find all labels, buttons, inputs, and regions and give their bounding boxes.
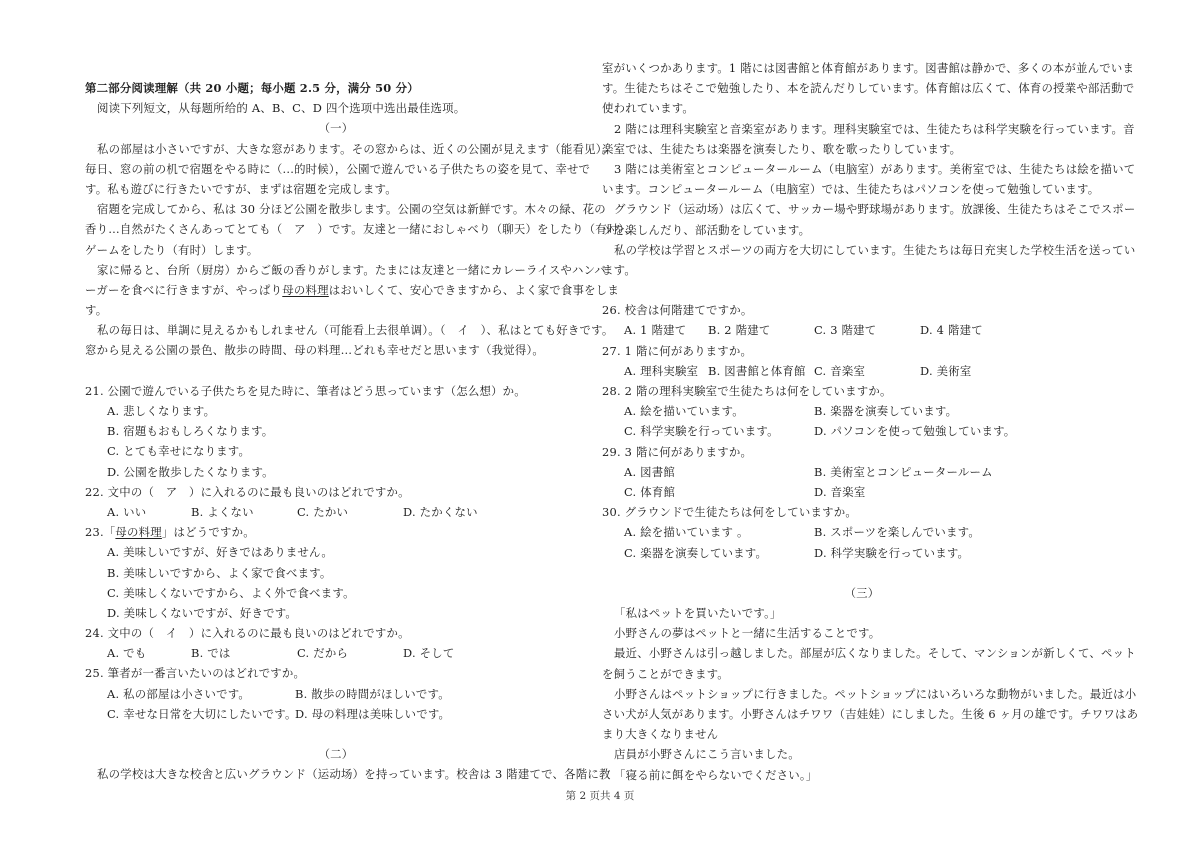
question-23 <box>85 522 587 623</box>
question-stem: 24. 文中の（ イ ）に入れるのに最も良いのはどれですか。 <box>85 626 410 641</box>
paragraph <box>602 58 1135 119</box>
options-row <box>602 482 1122 502</box>
options-row <box>602 462 1122 482</box>
option: B. 2 階建て <box>708 323 771 338</box>
option: B. 美術室とコンピュータールーム <box>814 464 993 479</box>
option: D. そして <box>403 646 455 661</box>
text-line: す。私も遊びに行きたいですが、まずは宿題を完成します。 <box>85 181 397 196</box>
question-stem: 25. 筆者が一番言いたいのはどれですか。 <box>85 666 306 681</box>
text-span: 」はどうですか。 <box>161 525 255 540</box>
option: D. 母の料理は美味しいです。 <box>295 706 451 721</box>
question-stem: 30. グラウンドで生徒たちは何をしていますか。 <box>602 505 858 520</box>
question-28 <box>602 381 1122 442</box>
option: D. 科学実験を行っています。 <box>814 545 970 560</box>
text-line: す。生徒たちはそこで勉強したり、本を読んだりしています。体育館は広くて、体育の授業や部活動で <box>602 81 1135 96</box>
options-row <box>602 320 1122 340</box>
question-stem: 21. 公園で遊んでいる子供たちを見た時に、筆者はどう思っています（怎么想）か。 <box>85 383 526 398</box>
option: C. 楽器を演奏しています。 <box>624 545 768 560</box>
question-24 <box>85 623 587 663</box>
option: D. 公園を散歩したくなります。 <box>107 464 274 479</box>
passage-title-2: （二） <box>318 747 354 762</box>
text-line: 室がいくつかあります。1 階には図書館と体育館があります。図書館は静かで、多くの本が並んでいま <box>602 61 1135 75</box>
option: B. 散歩の時間がほしいです。 <box>295 686 450 701</box>
paragraph <box>602 159 1136 199</box>
text-line: 私の学校は大きな校舎と広いグラウンド（运动场）を持っています。校舎は 3 階建てで、各階に教 <box>97 767 611 782</box>
options-row <box>602 522 1122 542</box>
option: C. 科学実験を行っています。 <box>624 424 779 439</box>
page-footer: 第 2 页共 4 页 <box>565 790 635 802</box>
text-span: ーガーを食べに行きますが、やっぱり <box>85 282 283 297</box>
text-line: 宿題を完成してから、私は 30 分ほど公園を散歩します。公園の空気は新鮮です。木々の緑、花の <box>97 202 606 217</box>
text-line: 窓から見える公園の景色、散歩の時間、母の料理…どれも幸せだと思います（我觉得）。 <box>85 343 545 358</box>
paragraph <box>602 684 1139 745</box>
option: B. 図書館と体育館 <box>708 363 806 378</box>
option: A. 悲しくなります。 <box>107 404 216 418</box>
option: D. パソコンを使って勉強しています。 <box>814 424 1016 439</box>
options-row <box>85 502 587 522</box>
option: C. 幸せな日常を大切にしたいです。 <box>107 706 297 721</box>
option: A. 図書館 <box>624 464 676 479</box>
text-line: 店員が小野さんにこう言いました。 <box>614 747 800 762</box>
option: B. 宿題もおもしろくなります。 <box>107 424 274 439</box>
text-span: 23.「 <box>85 525 116 540</box>
text-line: を飼うことができます。 <box>602 666 729 681</box>
text-span: はおいしくて、安心できますから、よく家で食事をしま <box>328 282 620 297</box>
option: C. とても幸せになります。 <box>107 444 251 459</box>
paragraph <box>85 199 636 260</box>
paragraph <box>602 643 1136 683</box>
option: D. 4 階建て <box>920 323 983 338</box>
option: A. 私の部屋は小さいです。 <box>107 686 251 701</box>
text-line <box>85 280 620 300</box>
option: D. 美術室 <box>920 363 972 378</box>
text-line: 楽室では、生徒たちは楽器を演奏したり、歌を歌ったりしています。 <box>602 141 962 156</box>
question-26 <box>602 300 1122 340</box>
paragraph <box>602 119 1135 159</box>
text-line: 毎日、窓の前の机で宿題をやる時に（...的时候），公園で遊んでいる子供たちの姿を見て、幸せで <box>85 161 591 176</box>
option: C. だから <box>297 646 349 661</box>
right-column <box>602 58 1139 785</box>
question-stem <box>85 522 587 542</box>
option: B. よくない <box>191 504 254 519</box>
text-line: 私の毎日は、単調に見えるかもしれません（可能看上去很单调）。（ イ ）、私はとても好きです。 <box>97 323 614 338</box>
option: A. いい <box>107 504 147 519</box>
option: D. たかくない <box>403 504 478 519</box>
option: C. たかい <box>297 504 349 519</box>
question-25 <box>85 663 587 724</box>
options-row <box>85 684 587 704</box>
text-line: 香り…自然がたくさんあってとても（ ア ）です。友達と一緒におしゃべり（聊天）をしたり（有时）、 <box>85 222 636 237</box>
option: B. スポーツを楽しんでいます。 <box>814 525 980 540</box>
question-29 <box>602 442 1122 503</box>
options-row <box>602 361 1122 381</box>
text-line: ゲームをしたり（有时）します。 <box>85 242 259 257</box>
option: C. 音楽室 <box>814 363 866 378</box>
option: C. 美味しくないですから、よく外で食べます。 <box>107 585 355 600</box>
option: C. 3 階建て <box>814 323 877 338</box>
option: A. 絵を描いています。 <box>624 404 744 419</box>
left-column <box>85 78 636 785</box>
instruction: 阅读下列短文，从每题所给的 A、B、C、D 四个选项中选出最佳选项。 <box>97 101 466 116</box>
text-line: 使われています。 <box>602 101 695 116</box>
text-line: 私の学校は学習とスポーツの両方を大切にしています。生徒たちは毎日充実した学校生活を送ってい <box>614 242 1136 257</box>
question-22 <box>85 482 587 522</box>
option: C. 体育館 <box>624 484 676 499</box>
text-line: 「私はペットを買いたいです。」 <box>614 606 782 621</box>
question-27 <box>602 341 1122 381</box>
question-stem: 29. 3 階に何がありますか。 <box>602 444 753 459</box>
option: B. では <box>191 646 231 661</box>
options-row <box>85 704 587 724</box>
paragraph <box>602 199 1136 239</box>
question-21 <box>85 381 587 482</box>
text-line: 最近、小野さんは引っ越しました。部屋が広くなりました。そして、マンションが新しくて、ペット <box>614 646 1136 661</box>
option: A. 美味しいですが、好きではありません。 <box>107 545 333 560</box>
section-header: 第二部分阅读理解（共 20 小题；每小题 2.5 分，满分 50 分） <box>85 81 419 95</box>
text-line: 小野さんの夢はペットと一緒に生活することです。 <box>614 626 881 641</box>
text-line: さい犬が人気があります。小野さんはチワワ（吉娃娃）にしました。生後 6 ヶ月の雄です。チワワはあ <box>602 707 1139 721</box>
text-line: 3 階には美術室とコンピュータールーム（电脑室）があります。美術室では、生徒たちは絵を描いて <box>614 161 1136 176</box>
passage-title-3: （三） <box>844 585 880 600</box>
option: A. でも <box>107 646 147 661</box>
option: A. 理科実験室 <box>624 363 699 378</box>
option: B. 美味しいですから、よく家で食べます。 <box>107 565 332 580</box>
option: D. 音楽室 <box>814 484 866 499</box>
options-row <box>85 643 587 663</box>
text-line: 私の部屋は小さいですが、大きな窓があります。その窓からは、近くの公園が見えます（能看见）。 <box>97 141 614 156</box>
text-line: まり大きくなりません <box>602 727 719 742</box>
text-line: グラウンド（运动场）は広くて、サッカー場や野球場があります。放課後、生徒たちはそこでスポー <box>614 202 1136 217</box>
text-line: 「寝る前に餌をやらないでください。」 <box>614 767 818 782</box>
text-line: います。コンピュータールーム（电脑室）では、生徒たちはパソコンを使って勉強しています。 <box>602 182 1100 197</box>
text-line: 2 階には理科実験室と音楽室があります。理科実験室では、生徒たちは科学実験を行っています。音 <box>614 121 1135 136</box>
passage-title-1: （一） <box>318 121 354 136</box>
option: A. 1 階建て <box>624 323 687 338</box>
text-line: ます。 <box>602 262 636 277</box>
question-stem: 22. 文中の（ ア ）に入れるのに最も良いのはどれですか。 <box>85 484 410 499</box>
question-30 <box>602 502 1122 563</box>
text-line: 小野さんはペットショップに行きました。ペットショップにはいろいろな動物がいました。最近は小 <box>614 686 1137 701</box>
option: B. 楽器を演奏しています。 <box>814 404 958 419</box>
text-line: 家に帰ると、台所（厨房）からご飯の香りがします。たまには友達と一緒にカレーライスやハンバ <box>97 262 607 277</box>
question-stem: 27. 1 階に何がありますか。 <box>602 343 753 358</box>
paragraph <box>85 139 614 200</box>
text-line: す。 <box>85 303 108 318</box>
text-line: ツを楽しんだり、部活動をしています。 <box>602 222 811 237</box>
underlined-phrase: 母の料理 <box>115 525 162 540</box>
option: A. 絵を描いています 。 <box>624 525 749 540</box>
options-row <box>602 543 1122 563</box>
paragraph <box>85 320 614 360</box>
paragraph <box>602 240 1136 280</box>
option: D. 美味しくないですが、好きです。 <box>107 605 298 620</box>
question-stem: 28. 2 階の理科実験室で生徒たちは何をしていますか。 <box>602 384 892 398</box>
paragraph <box>85 260 620 321</box>
options-row <box>602 401 1122 421</box>
underlined-phrase: 母の料理 <box>282 282 329 297</box>
question-stem: 26. 校舎は何階建てですか。 <box>602 303 753 318</box>
options-row <box>602 421 1122 441</box>
